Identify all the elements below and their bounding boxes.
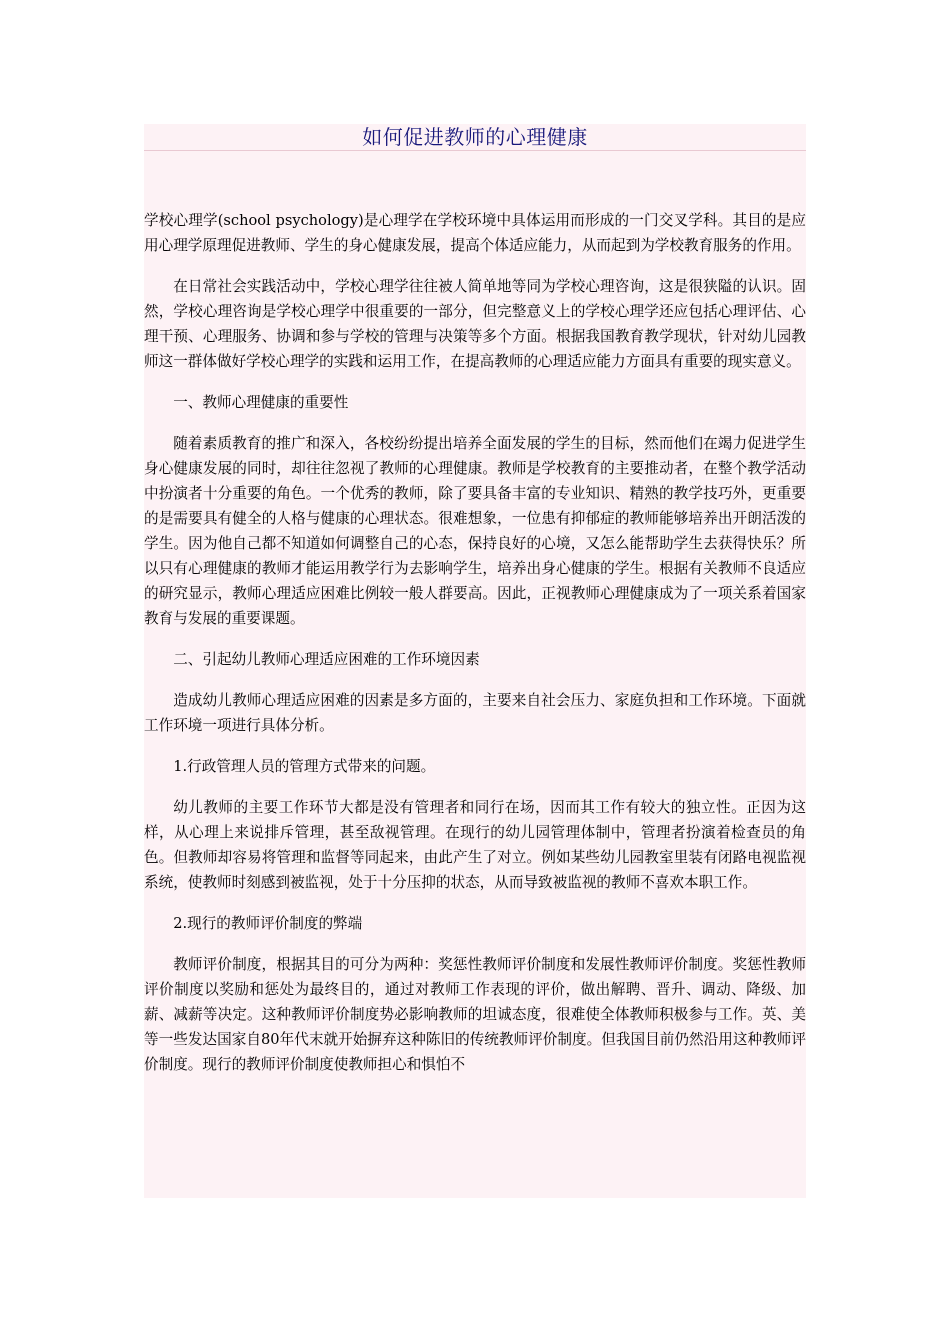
subsection-heading: 2.现行的教师评价制度的弊端 [173, 915, 363, 932]
page-title: 如何促进教师的心理健康 [362, 125, 588, 149]
subsection-heading: 1.行政管理人员的管理方式带来的问题。 [173, 758, 436, 775]
paragraph: 幼儿教师的主要工作环节大都是没有管理者和同行在场，因而其工作有较大的独立性。正因为这样，从心理上来说排斥管理，甚至敌视管理。在现行的幼儿园管理体制中，管理者扮演着检查员的角色。但教师却容易将管理和监督等同起来，由此产生了对立。例如某些幼儿园教室里装有闭路电视监视系统，使教师时刻感到被监视，处于十分压抑的状态，从而导致被监视的教师不喜欢本职工作。 [144, 799, 806, 891]
paragraph: 随着素质教育的推广和深入，各校纷纷提出培养全面发展的学生的目标，然而他们在竭力促进学生身心健康发展的同时，却往往忽视了教师的心理健康。教师是学校教育的主要推动者，在整个教学活动中扮演者十分重要的角色。一个优秀的教师，除了要具备丰富的专业知识、精熟的教学技巧外，更重要的是需要具有健全的人格与健康的心理状态。很难想象，一位患有抑郁症的教师能够培养出开朗活泼的学生。因为他自己都不知道如何调整自己的心态，保持良好的心境，又怎么能帮助学生去获得快乐？所以只有心理健康的教师才能运用教学行为去影响学生，培养出身心健康的学生。根据有关教师不良适应的研究显示，教师心理适应困难比例较一般人群要高。因此，正视教师心理健康成为了一项关系着国家教育与发展的重要课题。 [144, 435, 806, 627]
paragraph-intro: 学校心理学(school psychology)是心理学在学校环境中具体运用而形成的一门交叉学科。其目的是应用心理学原理促进教师、学生的身心健康发展，提高个体适应能力，从而起到为学校教育服务的作用。 [144, 212, 806, 254]
paragraph: 教师评价制度，根据其目的可分为两种：奖惩性教师评价制度和发展性教师评价制度。奖惩性教师评价制度以奖励和惩处为最终目的，通过对教师工作表现的评价，做出解聘、晋升、调动、降级、加薪、减薪等决定。这种教师评价制度势必影响教师的坦诚态度，很难使全体教师积极参与工作。英、美等一些发达国家自80年代末就开始摒弃这种陈旧的传统教师评价制度。但我国目前仍然沿用这种教师评价制度。现行的教师评价制度使教师担心和惧怕不 [144, 956, 806, 1073]
article-body [144, 208, 806, 1093]
section-heading: 二、引起幼儿教师心理适应困难的工作环境因素 [173, 651, 480, 668]
paragraph: 造成幼儿教师心理适应困难的因素是多方面的，主要来自社会压力、家庭负担和工作环境。下面就工作环境一项进行具体分析。 [144, 692, 806, 734]
paragraph: 在日常社会实践活动中，学校心理学往往被人简单地等同为学校心理咨询，这是很狭隘的认识。固然，学校心理咨询是学校心理学中很重要的一部分，但完整意义上的学校心理学还应包括心理评估、心理干预、心理服务、协调和参与学校的管理与决策等多个方面。根据我国教育教学现状，针对幼儿园教师这一群体做好学校心理学的实践和运用工作，在提高教师的心理适应能力方面具有重要的现实意义。 [144, 278, 806, 370]
section-heading: 一、教师心理健康的重要性 [173, 394, 349, 411]
title-bar [144, 124, 806, 151]
